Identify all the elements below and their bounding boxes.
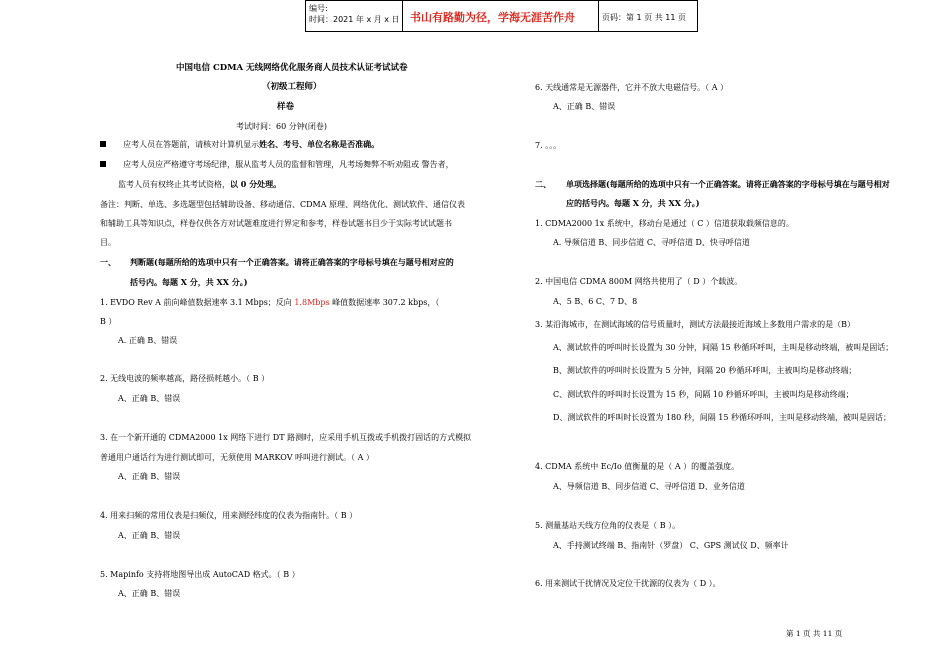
s1-q1-text: 1. EVDO Rev A 前向峰值数据速率 3.1 Mbps；反向 xyxy=(100,298,295,307)
s1-q3-options: A、正确 B、错误 xyxy=(118,472,181,481)
section2-title-cont: 应的括号内。每题 X 分，共 XX 分。) xyxy=(566,198,700,208)
page-info: 页码：第 1 页 共 11 页 xyxy=(602,13,686,22)
s1-q5-options: A、正确 B、错误 xyxy=(118,589,181,598)
s1-q4-options: A、正确 B、错误 xyxy=(118,531,181,540)
rule-3-bold: 以 0 分处理。 xyxy=(230,179,282,189)
s2-question-5: 5. 测量基站天线方位角的仪表是（ B ）。 xyxy=(535,521,681,530)
rule-1 xyxy=(100,140,379,149)
rule-2-text: 应考人员应严格遵守考场纪律，服从监考人员的监督和管理，凡考场舞弊不听劝阻或 警告者， xyxy=(123,160,454,169)
header-slogan-cell xyxy=(402,1,599,31)
s1-q1-options: A. 正确 B、错误 xyxy=(118,336,178,345)
bullet-square-icon xyxy=(100,141,106,147)
s1-question-2: 2. 无线电波的频率越高，路径损耗越小。（ B ） xyxy=(100,374,270,383)
rule-1-bold: 姓名、考号、单位名称是否准确。 xyxy=(259,139,380,149)
exam-sample: 样卷 xyxy=(277,102,295,112)
s1-question-4: 4. 用来扫频的常用仪表是扫频仪，用来测经纬度的仪表为指南针。（ B ） xyxy=(100,511,358,520)
rule-3-text: 监考人员有权终止其考试资格， xyxy=(118,180,230,189)
note-line-2: 和辅助工具等知识点，样卷仅供各方对试题难度进行界定和参考，样卷试题书目少于实际考试试题书 xyxy=(100,219,452,228)
s1-question-5: 5. Mapinfo 支持将地图导出成 AutoCAD 格式。（ B ） xyxy=(100,570,300,579)
s1-question-1 xyxy=(100,298,439,307)
s1-question-6: 6. 天线通常是无源器件，它并不放大电磁信号。（ A ） xyxy=(535,83,729,92)
s1-q1-red: 1.8Mbps xyxy=(294,298,330,307)
s1-question-3: 3. 在一个新开通的 CDMA2000 1x 网络下进行 DT 路测时，应采用手机互拨或手机拨打固话的方式模拟 xyxy=(100,433,472,442)
s2-q3-option-d: D、测试软件的呼叫时长设置为 180 秒，间隔 15 秒循环呼叫，主叫是移动终端，被叫是固话； xyxy=(553,413,892,422)
rule-2 xyxy=(100,160,454,169)
note-line-1: 备注：判断、单选、多选题型包括辅助设备、移动通信、CDMA 原理、网络优化、测试软件、通信仪表 xyxy=(100,200,466,209)
s2-q5-options: A、手持测试终端 B、指南针（罗盘） C、GPS 测试仪 D、频率计 xyxy=(553,541,789,550)
s1-q1-text-b: 峰值数据速率 307.2 kbps，（ xyxy=(329,298,440,307)
rule-1-text: 应考人员在答题前，请核对计算机显示 xyxy=(123,140,260,149)
s1-q2-options: A、正确 B、错误 xyxy=(118,394,181,403)
section2-number: 二、 xyxy=(535,179,551,189)
s2-q3-option-b: B、测试软件的呼叫时长设置为 5 分钟，间隔 20 秒循环呼叫，主被叫均是移动终端； xyxy=(553,366,857,375)
number-label: 编号: xyxy=(309,4,328,13)
header-table xyxy=(305,0,698,32)
exam-time: 考试时间：60 分钟(闭卷) xyxy=(236,122,327,131)
s2-q4-options: A、导频信道 B、同步信道 C、寻呼信道 D、业务信道 xyxy=(553,482,745,491)
s2-question-3: 3. 某沿海城市，在测试海域的信号质量时，测试方法最接近海域上多数用户需求的是（B） xyxy=(535,320,856,329)
section1-number: 一、 xyxy=(100,257,116,267)
s2-question-6: 6. 用来测试干扰情况及定位干扰源的仪表为（ D ）。 xyxy=(535,579,721,588)
time-label: 时间：2021 年 x 月 x 日 xyxy=(309,15,400,24)
s2-q1-options: A. 导频信道 B、同步信道 C、寻呼信道 D、快寻呼信道 xyxy=(553,238,750,247)
bullet-square-icon xyxy=(100,161,106,167)
exam-title: 中国电信 CDMA 无线网络优化服务商人员技术认证考试试卷 xyxy=(176,63,408,73)
page-footer: 第 1 页 共 11 页 xyxy=(786,629,843,638)
section1-title-cont: 括号内。每题 X 分，共 XX 分。) xyxy=(130,277,248,287)
s2-question-1: 1. CDMA2000 1x 系统中，移动台是通过（ C ）信道获取载频信息的。 xyxy=(535,219,794,228)
s1-question-7: 7. 。。。 xyxy=(535,141,562,150)
header-page-cell xyxy=(598,1,698,31)
note-line-3: 目。 xyxy=(100,238,116,247)
rule-3 xyxy=(118,180,281,189)
s2-question-2: 2. 中国电信 CDMA 800M 网络共使用了（ D ）个载波。 xyxy=(535,277,743,286)
s2-q3-option-a: A、测试软件的呼叫时长设置为 30 分钟，间隔 15 秒循环呼叫，主叫是移动终端，被叫是固话； xyxy=(553,343,894,352)
slogan: 书山有路勤为径，学海无涯苦作舟 xyxy=(410,11,575,24)
exam-level: （初级工程师） xyxy=(262,82,322,92)
s1-q6-options: A、正确 B、错误 xyxy=(553,102,616,111)
s2-q3-option-c: C、测试软件的呼叫时长设置为 15 秒，间隔 10 秒循环呼叫，主被叫均是移动终端； xyxy=(553,390,854,399)
s2-q2-options: A、5 B、6 C、7 D、8 xyxy=(553,297,638,306)
s2-question-4: 4. CDMA 系统中 Ec/Io 值衡量的是（ A ）的覆盖强度。 xyxy=(535,462,740,471)
header-left-cell xyxy=(306,1,403,31)
s1-q1-answer: B ） xyxy=(100,317,117,326)
section1-title: 判断题(每题所给的选项中只有一个正确答案。请将正确答案的字母标号填在与题号相对应的 xyxy=(130,257,454,267)
s1-question-3-cont: 普通用户通话行为进行测试即可，无须使用 MARKOV 呼叫进行测试。（ A ） xyxy=(100,453,374,462)
section2-title: 单项选择题(每题所给的选项中只有一个正确答案。请将正确答案的字母标号填在与题号相对 xyxy=(566,179,890,189)
